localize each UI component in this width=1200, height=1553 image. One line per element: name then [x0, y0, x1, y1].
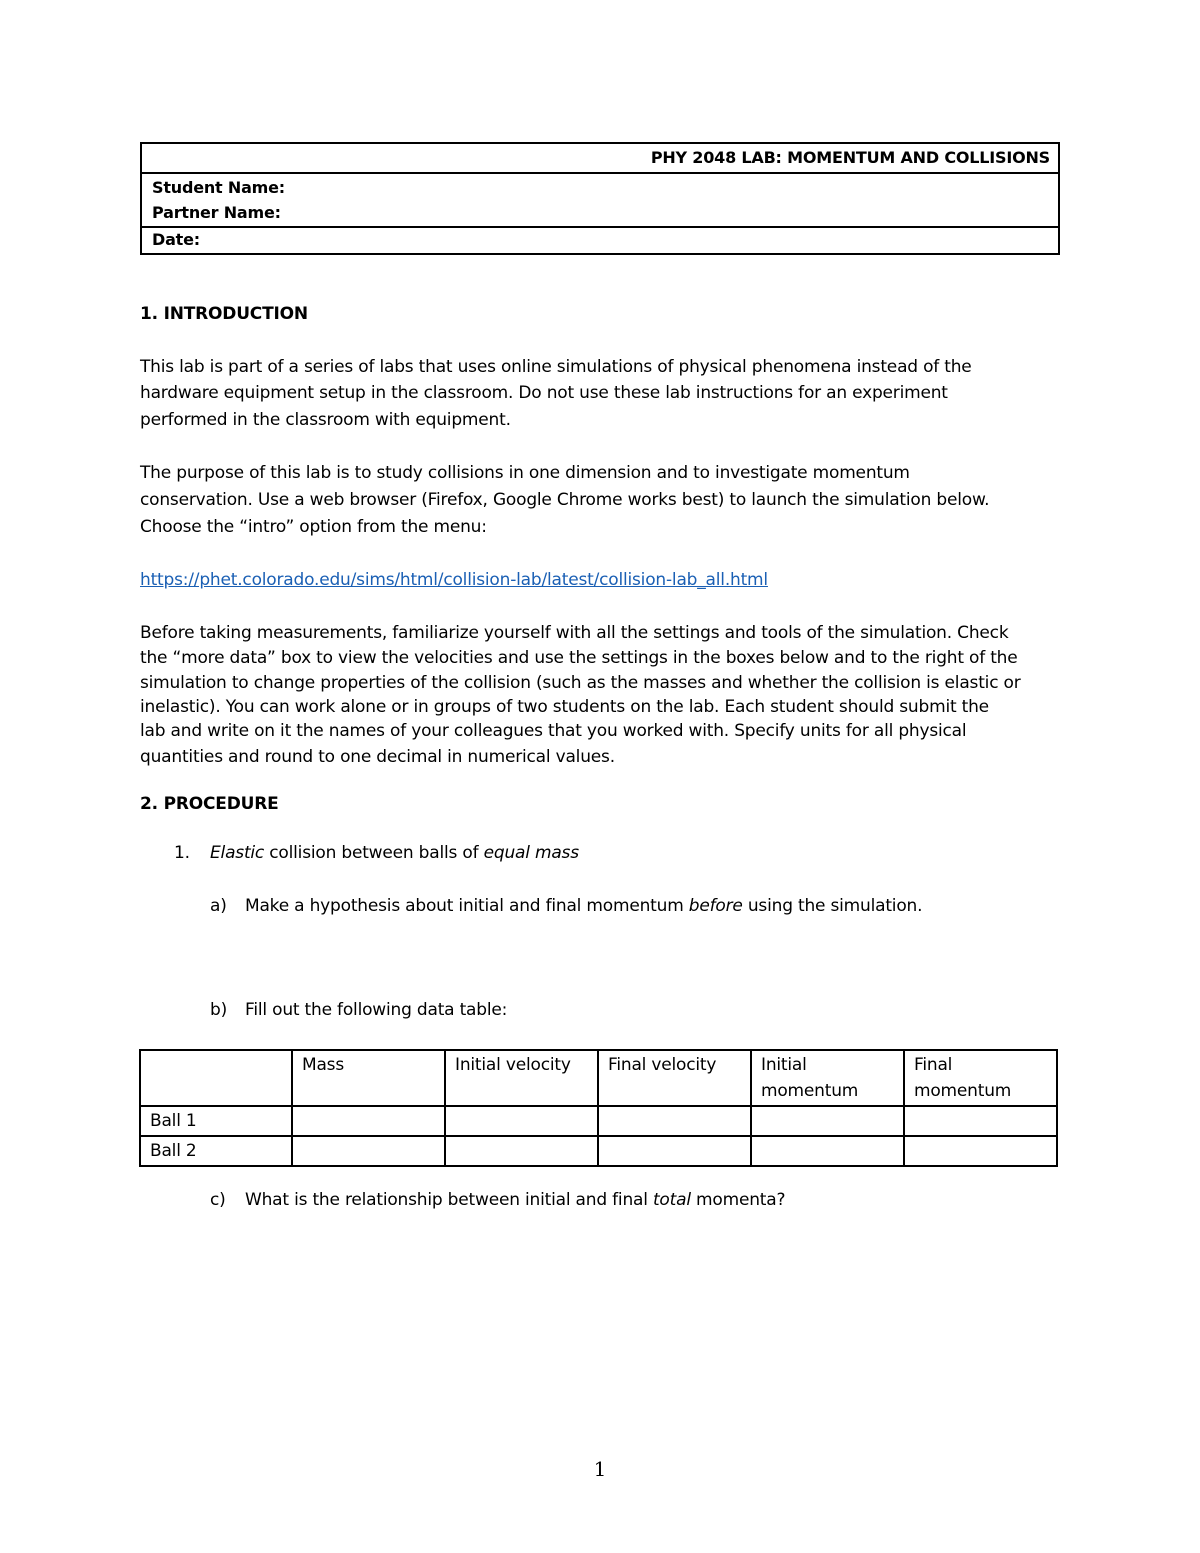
intro-heading: 1. INTRODUCTION: [140, 304, 308, 324]
item-b-text: Fill out the following data table:: [245, 1000, 508, 1020]
item-a-text: Make a hypothesis about initial and final momentum before using the simulation.: [245, 896, 923, 916]
intro-p3-line: lab and write on it the names of your colleagues that you worked with. Specify units for all physical: [140, 721, 967, 741]
table-header-cell: Initial momentum: [751, 1050, 904, 1106]
item-c-label: c): [210, 1190, 226, 1210]
table-header-cell: Final momentum: [904, 1050, 1057, 1106]
table-header-cell: Initial velocity: [445, 1050, 598, 1106]
intro-p3-line: simulation to change properties of the collision (such as the masses and whether the collision is elastic or: [140, 673, 1021, 693]
item-1-text: Elastic collision between balls of equal mass: [210, 843, 579, 863]
page-number: 1: [593, 1457, 607, 1481]
intro-p3-line: the “more data” box to view the velocities and use the settings in the boxes below and to the right of the: [140, 648, 1018, 668]
item-b-label: b): [210, 1000, 228, 1020]
table-row: [140, 1136, 1057, 1166]
intro-p3-line: Before taking measurements, familiarize yourself with all the settings and tools of the simulation. Check: [140, 623, 1009, 643]
intro-p1-line: This lab is part of a series of labs that uses online simulations of physical phenomena instead of the: [140, 357, 972, 377]
table-cell[interactable]: [445, 1136, 598, 1166]
table-cell[interactable]: [292, 1106, 445, 1136]
intro-p1-line: performed in the classroom with equipment.: [140, 410, 511, 430]
procedure-heading: 2. PROCEDURE: [140, 794, 279, 814]
student-name-label: Student Name:: [152, 178, 285, 197]
table-header-cell: Final velocity: [598, 1050, 751, 1106]
table-header-cell: Mass: [292, 1050, 445, 1106]
table-cell[interactable]: [904, 1106, 1057, 1136]
intro-p1-line: hardware equipment setup in the classroom. Do not use these lab instructions for an experiment: [140, 383, 948, 403]
table-row: [140, 1106, 1057, 1136]
intro-p2-line: The purpose of this lab is to study collisions in one dimension and to investigate momentum: [140, 463, 910, 483]
data-table: [139, 1049, 1058, 1167]
intro-p3-line: inelastic). You can work alone or in groups of two students on the lab. Each student should submit the: [140, 697, 989, 717]
intro-p2-line: conservation. Use a web browser (Firefox, Google Chrome works best) to launch the simulation below.: [140, 490, 990, 510]
date-label: Date:: [152, 230, 200, 249]
intro-p3-line: quantities and round to one decimal in numerical values.: [140, 747, 615, 767]
table-header-cell: [140, 1050, 292, 1106]
table-cell: Ball 1: [140, 1106, 292, 1136]
header-box: [140, 142, 1060, 255]
lab-title: PHY 2048 LAB: MOMENTUM AND COLLISIONS: [650, 148, 1050, 167]
table-cell[interactable]: [292, 1136, 445, 1166]
table-cell[interactable]: [751, 1136, 904, 1166]
table-cell[interactable]: [904, 1136, 1057, 1166]
table-cell: Ball 2: [140, 1136, 292, 1166]
item-c-text: What is the relationship between initial and final total momenta?: [245, 1190, 786, 1210]
table-cell[interactable]: [751, 1106, 904, 1136]
table-cell[interactable]: [598, 1106, 751, 1136]
intro-p2-line: Choose the “intro” option from the menu:: [140, 517, 487, 537]
item-a-label: a): [210, 896, 227, 916]
partner-name-label: Partner Name:: [152, 203, 281, 222]
table-cell[interactable]: [445, 1106, 598, 1136]
table-cell[interactable]: [598, 1136, 751, 1166]
item-1-number: 1.: [174, 843, 190, 863]
simulation-link[interactable]: https://phet.colorado.edu/sims/html/collision-lab/latest/collision-lab_all.html: [140, 570, 768, 590]
table-header-row: [140, 1050, 1057, 1106]
